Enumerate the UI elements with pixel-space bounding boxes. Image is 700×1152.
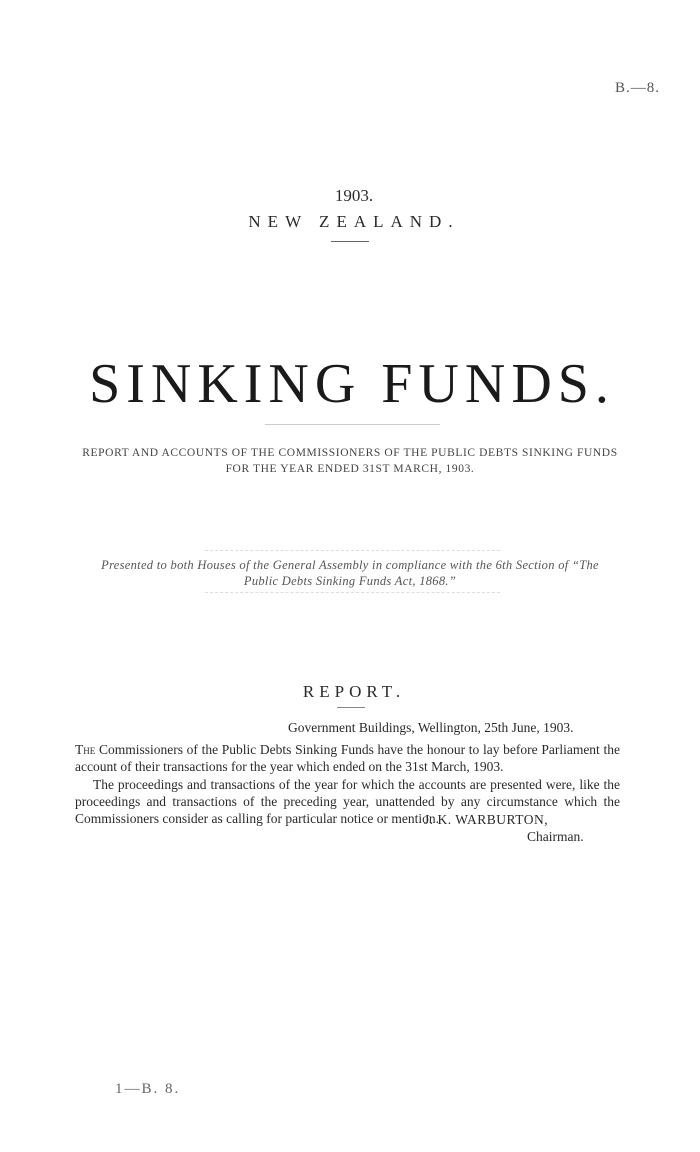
subtitle-line: FOR THE YEAR ENDED 31ST MARCH, 1903. bbox=[225, 463, 475, 475]
report-heading: REPORT. bbox=[302, 682, 406, 701]
presentation-line: Public Debts Sinking Funds Act, 1868.” bbox=[243, 574, 457, 588]
paragraph-text: Commissioners of the Public Debts Sinking Funds have the honour to lay before Parliament the account of their transactions for the year which ended on the 31st March, 1903. bbox=[75, 742, 620, 774]
divider-rule bbox=[337, 707, 365, 708]
presentation-note bbox=[45, 557, 655, 589]
page-reference: B.—8. bbox=[614, 80, 660, 96]
divider-rule bbox=[205, 550, 500, 551]
paragraph-lead: The bbox=[75, 742, 96, 757]
report-paragraph bbox=[75, 741, 620, 775]
report-dateline: Government Buildings, Wellington, 25th June, 1903. bbox=[288, 720, 574, 735]
signatory-name: J. K. WARBURTON, bbox=[424, 812, 549, 827]
document-title: SINKING FUNDS. bbox=[89, 353, 615, 415]
divider-rule bbox=[205, 592, 500, 593]
document-subtitle bbox=[40, 445, 660, 477]
country-heading: NEW ZEALAND. bbox=[248, 212, 460, 231]
divider-rule bbox=[331, 241, 369, 242]
divider-rule bbox=[265, 424, 440, 425]
year-heading: 1903. bbox=[334, 186, 374, 205]
subtitle-line: REPORT AND ACCOUNTS OF THE COMMISSIONERS OF THE PUBLIC DEBTS SINKING FUNDS bbox=[82, 447, 618, 459]
paragraph-text: The proceedings and transactions of the year for which the accounts are presented were, like the proceedings and transactions of the preceding year, unattended by any circumstance which the Commissioners consider as calling for particular notice or mention. bbox=[75, 777, 620, 826]
presentation-line: Presented to both Houses of the General Assembly in compliance with the 6th Section of “The bbox=[101, 558, 599, 572]
sheet-reference: 1—B. 8. bbox=[115, 1081, 181, 1097]
signatory-title: Chairman. bbox=[527, 829, 584, 844]
